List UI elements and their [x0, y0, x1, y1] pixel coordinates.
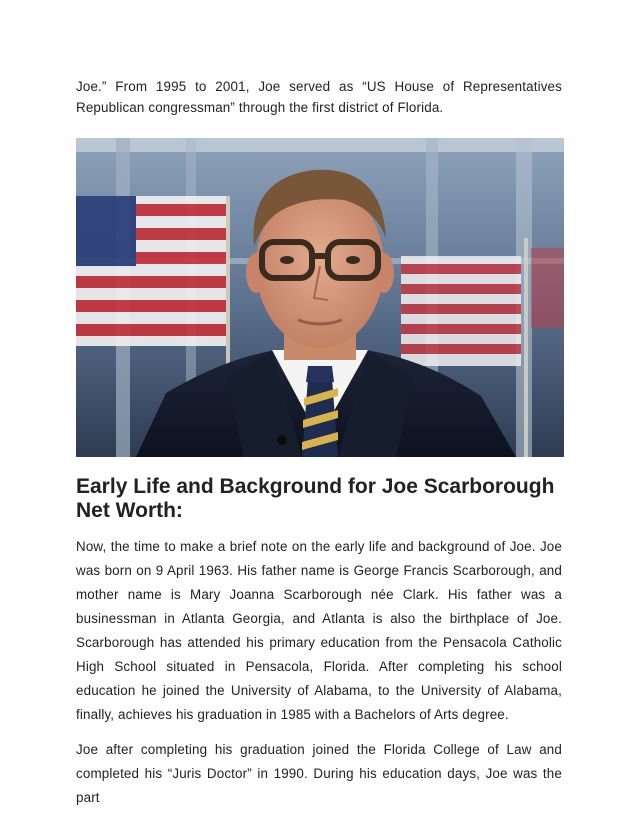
section-heading: Early Life and Background for Joe Scarborough Net Worth: [76, 475, 555, 522]
body-paragraph: Joe after completing his graduation joined the Florida College of Law and completed his “Juris Doctor” in 1990. During his education days, Joe was the part [76, 742, 562, 805]
portrait-illustration [76, 138, 564, 457]
body-paragraph: Now, the time to make a brief note on the early life and background of Joe. Joe was born on 9 April 1963. His father name is George Francis Scarborough, and mother name is Mary Joanna Scarborough née Clark. His father was a businessman in Atlanta Georgia, and Atlanta is also the birthplace of Joe. Scarborough has attended his primary education from the Pensacola Catholic High School situated in Pensacola, Florida. After completing his school education he joined the University of Alabama, to the University of Alabama, finally, achieves his graduation in 1985 with a Bachelors of Arts degree. [76, 539, 562, 722]
intro-paragraph: Joe.” From 1995 to 2001, Joe served as “US House of Representatives Republican congressman” through the first district of Florida. [76, 79, 562, 115]
document-page [76, 76, 562, 810]
portrait-photo [76, 138, 564, 457]
